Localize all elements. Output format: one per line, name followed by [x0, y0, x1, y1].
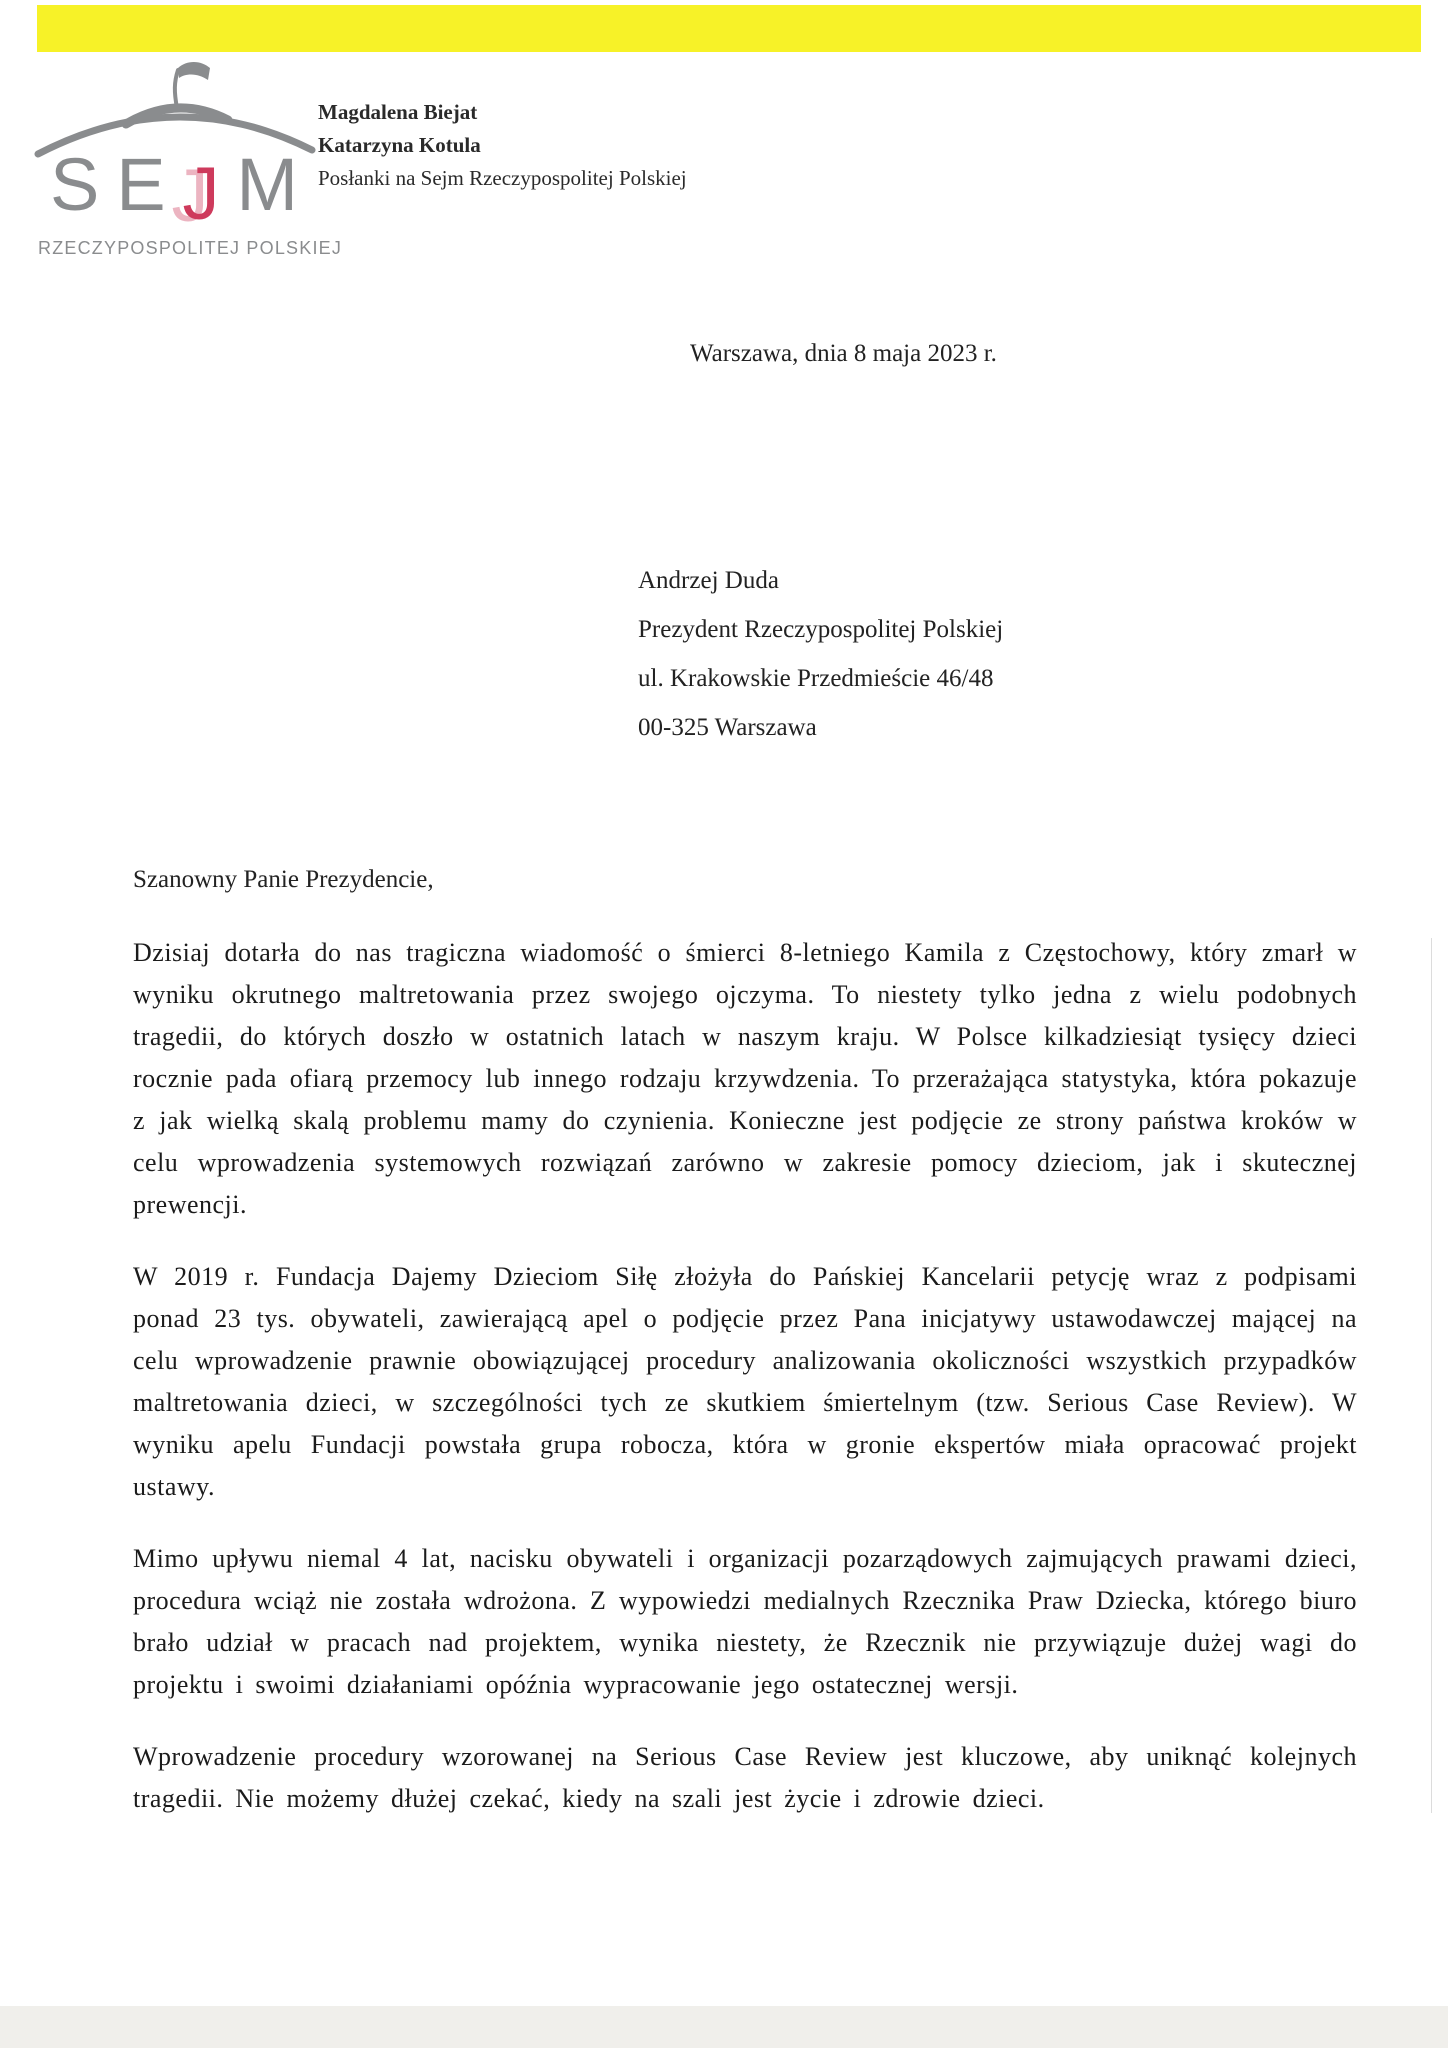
recipient-line: 00-325 Warszawa [638, 714, 817, 741]
sejm-logo-letter-m: M [236, 143, 298, 226]
body-paragraph: Mimo upływu niemal 4 lat, nacisku obywateli i organizacji pozarządowych zajmujących prawami dzieci, procedura wciąż nie została wdrożona. Z wypowiedzi medialnych Rzecznika Praw Dziecka, którego biuro brało udział w pracach nad projektem, wynika niestety, że Rzecznik nie przywiązuje dużej wagi do projektu i swoimi działaniami opóźnia wypracowanie jego ostatecznej wersji. [133, 1544, 1357, 1699]
body-paragraph: Dzisiaj dotarła do nas tragiczna wiadomość o śmierci 8-letniego Kamila z Częstochowy, który zmarł w wyniku okrutnego maltretowania przez swojego ojczyma. To niestety tylko jedna z wielu podobnych tragedii, do których doszło w ostatnich latach w naszym kraju. W Polsce kilkadziesiąt tysięcy dzieci rocznie pada ofiarą przemocy lub innego rodzaju krzywdzenia. To przerażająca statystyka, która pokazuje z jak wielką skalą problemu mamy do czynienia. Konieczne jest podjęcie ze strony państwa kroków w celu wprowadzenia systemowych rozwiązań zarówno w zakresie pomocy dzieciom, jak i skutecznej prewencji. [133, 938, 1357, 1219]
sejm-logo [30, 56, 343, 271]
scan-edge-band [0, 2006, 1448, 2048]
recipient-line: ul. Krakowskie Przedmieście 46/48 [638, 665, 994, 692]
sejm-logo-letter-s: S [50, 143, 100, 226]
sejm-logo-letter-e: E [116, 143, 166, 226]
recipient-line: Andrzej Duda [638, 567, 779, 594]
salutation: Szanowny Panie Prezydencie, [133, 866, 434, 893]
dateline: Warszawa, dnia 8 maja 2023 r. [690, 340, 997, 367]
scan-artifact-line [1431, 938, 1432, 1813]
sejm-logo-letter-j: J [182, 152, 220, 235]
letter-body [133, 932, 1357, 1850]
body-paragraph: Wprowadzenie procedury wzorowanej na Serious Case Review jest kluczowe, aby uniknąć kolejnych tragedii. Nie możemy dłużej czekać, kiedy na szali jest życie i zdrowie dzieci. [133, 1742, 1357, 1813]
sejm-logo-letters [50, 143, 298, 235]
recipient-line: Prezydent Rzeczypospolitej Polskiej [638, 616, 1004, 643]
sender-name: Magdalena Biejat [318, 100, 478, 124]
yellow-highlight-bar [37, 5, 1421, 52]
sender-block [318, 96, 687, 195]
body-paragraph: W 2019 r. Fundacja Dajemy Dzieciom Siłę złożyła do Pańskiej Kancelarii petycję wraz z podpisami ponad 23 tys. obywateli, zawierającą apel o podjęcie przez Pana inicjatywy ustawodawczej mającej na celu wprowadzenie prawnie obowiązującej procedury analizowania okoliczności wszystkich przypadków maltretowania dzieci, w szczególności tych ze skutkiem śmiertelnym (tzw. Serious Case Review). W wyniku apelu Fundacji powstała grupa robocza, która w gronie ekspertów miała opracować projekt ustawy. [133, 1262, 1357, 1501]
sender-name: Katarzyna Kotula [318, 133, 481, 157]
sejm-logo-caption: RZECZYPOSPOLITEJ POLSKIEJ [38, 238, 343, 258]
recipient-block [638, 556, 1003, 752]
sender-role: Posłanki na Sejm Rzeczypospolitej Polskiej [318, 166, 687, 190]
